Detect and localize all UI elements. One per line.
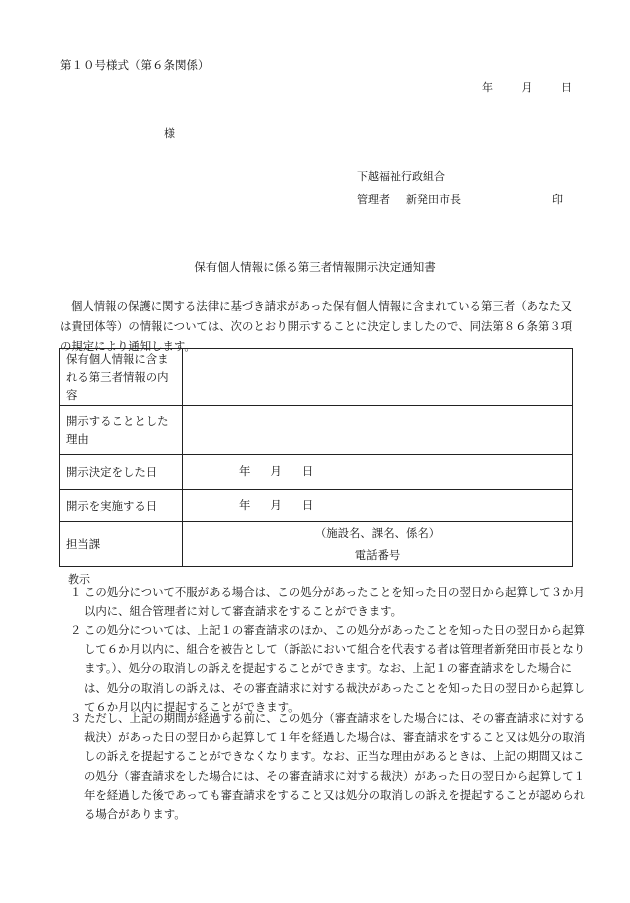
table-row [60, 349, 573, 406]
issuer-organization: 下越福祉行政組合 [357, 170, 445, 183]
note-number: ２ [70, 623, 82, 637]
implementation-month: 月 [270, 497, 282, 512]
row-label-department: 担当課 [60, 522, 183, 567]
note-text: ただし、上記の期間が経過する前に、この処分（審査請求をした場合には、その審査請求に対する裁決）があった日の翌日から起算して１年を経過した場合は、審査請求をすること又は処分の取消しの訴えを提起することができなくなります。なお、正当な理由があるときは、上記の期間又はこの処分（審査請求をした場合には、その審査請求に対する裁決）があった日の翌日から起算して１年を経過した後であっても審査請求をすること又は処分の取消しの訴えを提起することが認められる場合があります。 [84, 711, 586, 822]
row-value-reason [183, 406, 573, 455]
issuer-manager-label: 管理者 [357, 193, 390, 206]
phone-number-label: 電話番号 [354, 548, 401, 562]
note-item [70, 621, 589, 717]
note-number: ３ [70, 711, 82, 725]
row-label-decision-date: 開示決定をした日 [60, 455, 183, 490]
date-year-label: 年 [482, 81, 493, 94]
row-label-reason: 開示することとした理由 [60, 406, 183, 455]
row-value-department [183, 522, 573, 567]
decision-year: 年 [239, 464, 251, 479]
intro-paragraph: 個人情報の保護に関する法律に基づき請求があった保有個人情報に含まれている第三者（あなた又は貴団体等）の情報については、次のとおり開示することに決定しましたので、同法第８６条第３項の規定により通知します。 [60, 299, 573, 353]
table-row [60, 455, 573, 490]
row-value-decision-date [183, 455, 573, 490]
date-month-label: 月 [521, 81, 533, 94]
note-text: この処分については、上記１の審査請求のほか、この処分があったことを知った日の翌日から起算して６か月以内に、組合を被告として（訴訟において組合を代表する者は管理者新発田市長となります。）、処分の取消しの訴えを提起することができます。なお、上記１の審査請求をした場合には、処分の取消しの訴えは、その審査請求に対する裁決があったことを知った日の翌日から起算して６か月以内に提起することができます。 [84, 623, 586, 714]
issue-date [482, 82, 572, 93]
notes-heading: 教示 [68, 573, 90, 586]
table-row [60, 490, 573, 522]
implementation-day: 日 [301, 497, 314, 512]
form-number: 第１０号様式（第６条関係） [60, 58, 210, 72]
date-day-label: 日 [561, 81, 572, 94]
note-item [70, 583, 589, 621]
note-number: １ [70, 585, 82, 599]
disclosure-info-table [59, 348, 573, 567]
row-value-content [183, 349, 573, 406]
decision-month: 月 [270, 464, 282, 479]
seal-mark: 印 [552, 193, 563, 206]
decision-day: 日 [301, 464, 314, 479]
table-row [60, 406, 573, 455]
row-label-implementation-date: 開示を実施する日 [60, 490, 183, 522]
note-text: この処分について不服がある場合は、この処分があったことを知った日の翌日から起算して３か月以内に、組合管理者に対して審査請求をすることができます。 [84, 585, 585, 619]
note-item [70, 709, 589, 824]
document-title: 保有個人情報に係る第三者情報開示決定通知書 [194, 260, 436, 274]
row-value-implementation-date [183, 490, 573, 522]
department-names: （施設名、課名、係名） [314, 526, 441, 540]
table-row [60, 522, 573, 567]
addressee-suffix: 様 [164, 127, 175, 140]
implementation-year: 年 [239, 497, 251, 512]
issuer-manager-title: 新発田市長 [406, 193, 461, 206]
row-label-content: 保有個人情報に含まれる第三者情報の内容 [60, 349, 183, 406]
